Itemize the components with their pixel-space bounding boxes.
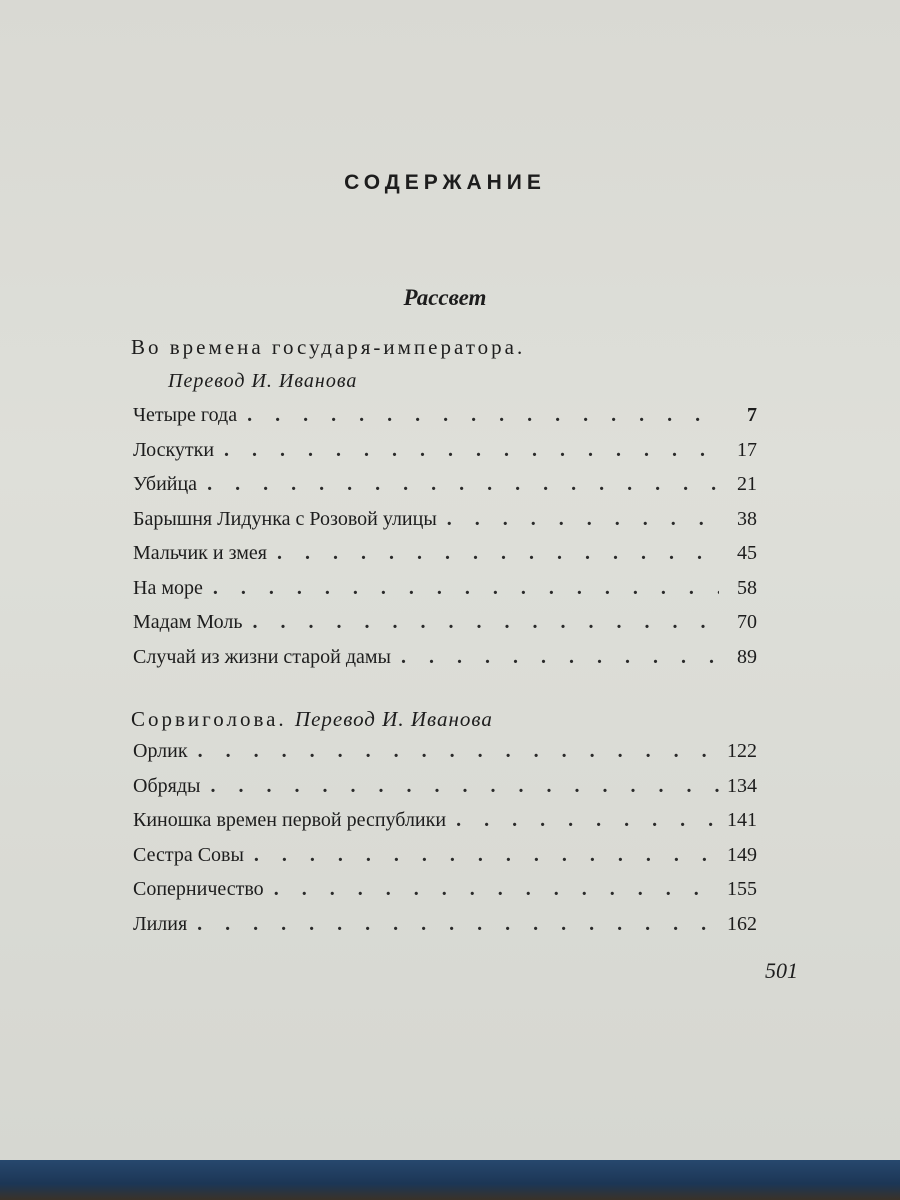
dot-leader xyxy=(274,878,719,901)
dot-leader xyxy=(447,508,719,531)
entry-title: Сестра Совы xyxy=(133,843,244,866)
entry-page: 38 xyxy=(737,507,757,530)
entry-page: 134 xyxy=(727,774,757,797)
entry-page: 7 xyxy=(747,404,757,426)
entry-page: 17 xyxy=(737,438,757,461)
section-title: Рассвет xyxy=(403,285,487,310)
toc-entry xyxy=(133,473,757,508)
entry-title: Соперничество xyxy=(133,878,264,900)
dot-leader xyxy=(253,611,720,634)
toc-entry xyxy=(133,844,757,879)
translator-2: Перевод И. Иванова xyxy=(294,707,493,731)
toc-list-1 xyxy=(133,404,757,680)
dot-leader xyxy=(198,740,719,763)
toc-entry xyxy=(133,646,757,681)
entry-title: Убийца xyxy=(133,473,198,495)
toc-entry xyxy=(133,775,757,810)
toc-entry xyxy=(133,913,757,948)
entry-page: 155 xyxy=(727,878,757,900)
group-title-1: Во времена государя-императора. xyxy=(131,335,526,359)
page-number: 501 xyxy=(765,958,798,983)
toc-entry xyxy=(133,740,757,775)
entry-title: Барышня Лидунка с Розовой улицы xyxy=(133,507,437,530)
toc-entry xyxy=(133,809,757,844)
entry-page: 21 xyxy=(737,473,757,495)
toc-entry xyxy=(133,508,757,543)
entry-title: Мальчик и змея xyxy=(133,542,267,564)
entry-page: 122 xyxy=(727,740,757,762)
entry-page: 58 xyxy=(737,576,757,599)
entry-title: На море xyxy=(133,576,203,599)
entry-title: Мадам Моль xyxy=(133,611,243,633)
dot-leader xyxy=(207,473,719,496)
toc-entry xyxy=(133,439,757,474)
toc-entry xyxy=(133,878,757,913)
entry-title: Лилия xyxy=(133,912,188,935)
dot-leader xyxy=(456,809,719,832)
toc-list-2 xyxy=(133,740,757,947)
toc-entry xyxy=(133,577,757,612)
entry-title: Киношка времен первой республики xyxy=(133,809,447,831)
contents-heading: СОДЕРЖАНИЕ xyxy=(344,171,546,194)
dot-leader xyxy=(224,439,719,462)
entry-title: Случай из жизни старой дамы xyxy=(133,645,391,668)
entry-title: Четыре года xyxy=(133,404,238,426)
book-cover-edge xyxy=(0,1160,900,1200)
dot-leader xyxy=(254,844,719,867)
entry-page: 162 xyxy=(727,912,757,935)
dot-leader xyxy=(213,577,719,600)
entry-title: Лоскутки xyxy=(133,438,215,461)
group-title-2: Сорвиголова. Перевод И. Иванова xyxy=(131,707,493,731)
dot-leader xyxy=(210,775,719,798)
entry-page: 89 xyxy=(737,645,757,668)
entry-title: Орлик xyxy=(133,740,188,762)
dot-leader xyxy=(197,913,719,936)
dot-leader xyxy=(277,542,719,565)
entry-page: 45 xyxy=(737,542,757,564)
toc-entry xyxy=(133,542,757,577)
entry-page: 149 xyxy=(727,843,757,866)
dot-leader xyxy=(247,404,719,427)
translator-1: Перевод И. Иванова xyxy=(168,370,358,392)
entry-page: 141 xyxy=(727,809,757,831)
toc-entry xyxy=(133,611,757,646)
dot-leader xyxy=(401,646,719,669)
toc-entry xyxy=(133,404,757,439)
entry-title: Обряды xyxy=(133,774,201,797)
entry-page: 70 xyxy=(737,611,757,633)
